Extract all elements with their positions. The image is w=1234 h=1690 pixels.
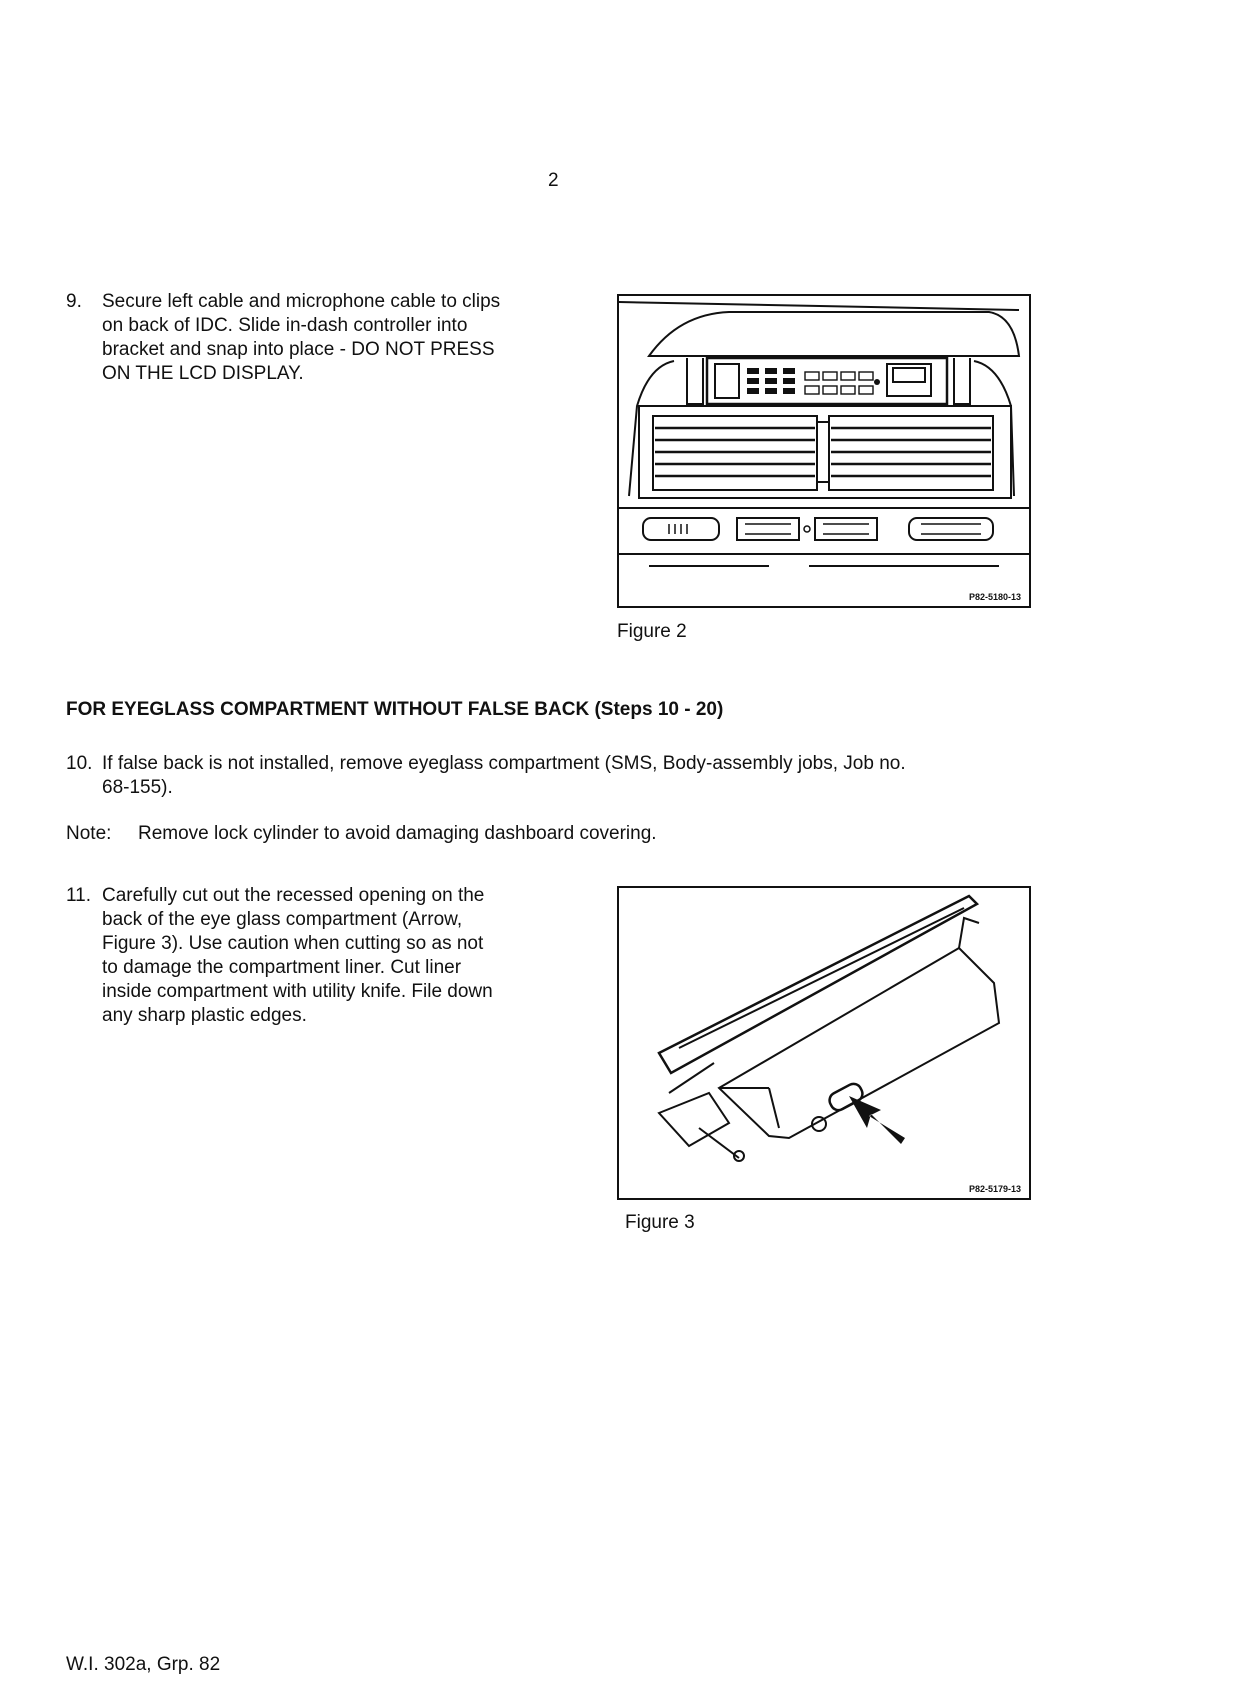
step-line: inside compartment with utility knife. File down <box>102 981 493 1002</box>
step-text <box>102 752 906 800</box>
step-line: back of the eye glass compartment (Arrow, <box>102 909 463 930</box>
dashboard-controller-drawing <box>619 296 1029 606</box>
step-line: ON THE LCD DISPLAY. <box>102 363 304 384</box>
step-text <box>102 290 500 386</box>
section-heading: FOR EYEGLASS COMPARTMENT WITHOUT FALSE BACK (Steps 10 - 20) <box>66 699 724 720</box>
figure-code: P82-5179-13 <box>968 1184 1021 1194</box>
step-line: on back of IDC. Slide in-dash controller into <box>102 315 468 336</box>
note-label: Note: <box>66 823 112 844</box>
footer-reference: W.I. 302a, Grp. 82 <box>66 1654 221 1675</box>
page-number: 2 <box>548 170 559 191</box>
step-text <box>102 884 493 1028</box>
figure-2-illustration <box>617 294 1031 608</box>
step-number: 10. <box>66 753 93 774</box>
step-9 <box>66 290 566 390</box>
step-line: If false back is not installed, remove eyeglass compartment (SMS, Body-assembly jobs, Job no. <box>102 753 906 774</box>
step-10 <box>66 752 1066 802</box>
step-number: 9. <box>66 291 82 312</box>
figure-3-caption: Figure 3 <box>625 1212 695 1233</box>
step-number: 11. <box>66 885 92 906</box>
step-line: Secure left cable and microphone cable to clips <box>102 291 501 312</box>
figure-2-caption: Figure 2 <box>617 621 687 642</box>
step-line: Carefully cut out the recessed opening on the <box>102 885 485 906</box>
step-11 <box>66 884 586 1034</box>
step-line: to damage the compartment liner. Cut liner <box>102 957 462 978</box>
eyeglass-compartment-drawing <box>619 888 1029 1198</box>
step-line: 68-155). <box>102 777 173 798</box>
figure-3-illustration <box>617 886 1031 1200</box>
step-line: bracket and snap into place - DO NOT PRESS <box>102 339 495 360</box>
step-line: any sharp plastic edges. <box>102 1005 307 1026</box>
note-text: Remove lock cylinder to avoid damaging dashboard covering. <box>138 823 657 844</box>
figure-code: P82-5180-13 <box>968 592 1021 602</box>
step-line: Figure 3). Use caution when cutting so as not <box>102 933 484 954</box>
arrow-indicator <box>849 1096 905 1144</box>
